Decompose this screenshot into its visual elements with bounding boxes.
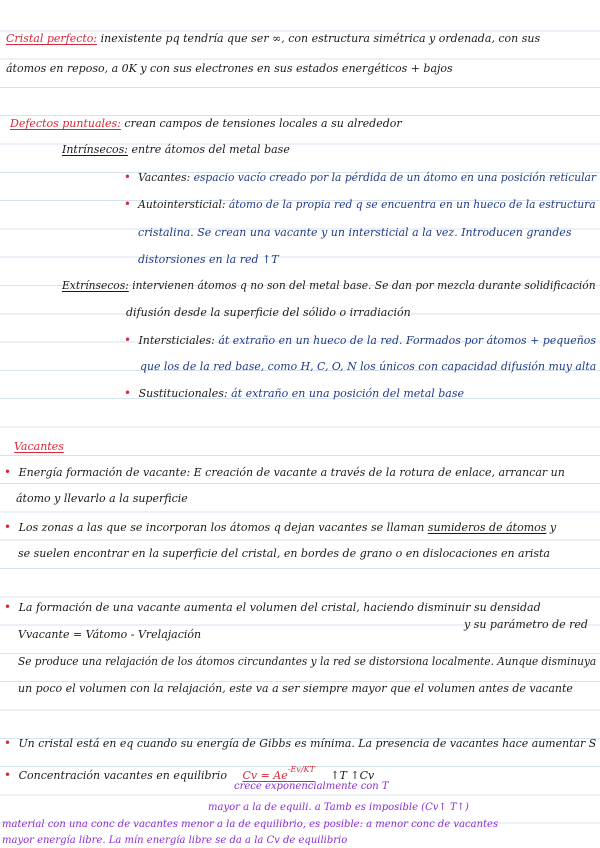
point-defects-line — [10, 117, 402, 131]
bullet-icon: • — [124, 386, 132, 400]
bullet-icon: • — [4, 736, 12, 750]
bullet-icon: • — [4, 600, 12, 614]
relaxation-text-2: un poco el volumen con la relajación, este va a ser siempre mayor que el volumen antes de vacante — [18, 682, 573, 695]
formation-item — [4, 600, 541, 615]
perfect-crystal-text-1: inexistente pq tendría que ser ∞, con estructura simétrica y ordenada, con sus — [100, 32, 541, 45]
interstitial-item — [124, 333, 596, 348]
interstitial-label: Intersticiales: — [138, 334, 215, 347]
vacancies-heading: Vacantes — [14, 440, 64, 453]
concentration-label: Concentración vacantes en equilibrio — [18, 769, 227, 782]
extrinsic-desc-2: difusión desde la superficie del sólido o irradiación — [126, 306, 411, 319]
sinks-text-post: y — [549, 521, 557, 534]
bullet-icon: • — [4, 768, 12, 782]
purple-note-2: material con una conc de vacantes menor a la de equilibrio, es posible: a menor conc de vacantes — [2, 819, 499, 830]
sinks-text-2: se suelen encontrar en la superficie del cristal, en bordes de grano o en dislocaciones en arista — [18, 547, 550, 560]
vacancy-label: Vacantes: — [138, 171, 191, 184]
point-defects-heading: Defectos puntuales: — [10, 117, 121, 130]
substitutional-text: át extraño en una posición del metal base — [231, 387, 465, 400]
bullet-icon: • — [124, 170, 131, 184]
autointerstitial-text-2: cristalina. Se crean una vacante y un intersticial a la vez. Introducen grandes — [138, 226, 572, 239]
equilibrium-item — [4, 736, 596, 751]
formation-formula: Vvacante = Vátomo - Vrelajación — [18, 628, 202, 641]
purple-note-1: mayor a la de equili. a Tamb es imposible (Cv↑ T↑) — [208, 802, 469, 813]
interstitial-text-2: que los de la red base, como H, C, O, N los únicos con capacidad difusión muy alta — [140, 360, 597, 373]
purple-note-3: mayor energía libre. La mín energía libre se da a la Cv de equilibrio — [2, 835, 348, 846]
formation-text-1: La formación de una vacante aumenta el volumen del cristal, haciendo disminuir su densidad — [18, 601, 541, 614]
equilibrium-text: Un cristal está en eq cuando su energía de Gibbs es mínima. La presencia de vacantes hace aumentar S — [18, 737, 597, 750]
intrinsic-heading: Intrínsecos: — [62, 143, 128, 156]
autointerstitial-label: Autointersticial: — [138, 198, 226, 211]
relaxation-text-1: Se produce una relajación de los átomos circundantes y la red se distorsiona localmente. Aunque disminuya — [18, 655, 597, 668]
extrinsic-line — [62, 279, 596, 293]
autointerstitial-text-3: distorsiones en la red ↑T — [138, 253, 279, 266]
perfect-crystal-text-2: átomos en reposo, a 0K y con sus electrones en sus estados energéticos + bajos — [6, 62, 453, 75]
bullet-icon: • — [124, 333, 132, 347]
energy-text-1: Energía formación de vacante: E creación de vacante a través de la rotura de enlace, arrancar un — [18, 466, 565, 479]
extrinsic-desc-1: intervienen átomos q no son del metal base. Se dan por mezcla durante solidificación — [132, 279, 596, 292]
intrinsic-desc: entre átomos del metal base — [131, 143, 290, 156]
sinks-term: sumideros de átomos — [427, 521, 547, 534]
interstitial-text-1: át extraño en un hueco de la red. Formados por átomos + pequeños — [218, 334, 597, 347]
intrinsic-line — [62, 143, 290, 157]
bullet-icon: • — [4, 520, 12, 534]
bullet-icon: • — [4, 465, 12, 479]
point-defects-intro: crean campos de tensiones locales a su alrededor — [124, 117, 402, 130]
vacancy-text: espacio vacío creado por la pérdida de un átomo en una posición reticular — [193, 171, 596, 184]
vacancy-item — [124, 170, 596, 185]
autointerstitial-text-1: átomo de la propia red q se encuentra en un hueco de la estructura — [228, 198, 596, 211]
autointerstitial-item — [124, 197, 596, 212]
formula-base: Cv = Ae — [242, 769, 288, 782]
concentration-arrows: ↑T ↑Cv — [330, 769, 375, 782]
bullet-icon: • — [124, 197, 131, 211]
formation-note: y su parámetro de red — [464, 618, 588, 631]
perfect-crystal-heading: Cristal perfecto: — [6, 32, 98, 45]
perfect-crystal-line-1 — [6, 32, 540, 46]
formula-exponent: -Ev/KT — [287, 765, 315, 774]
sinks-item — [4, 520, 556, 535]
substitutional-label: Sustitucionales: — [138, 387, 228, 400]
sinks-text-pre: Los zonas a las que se incorporan los átomos q dejan vacantes se llaman — [18, 521, 425, 534]
substitutional-item — [124, 386, 464, 401]
energy-text-2: átomo y llevarlo a la superficie — [16, 492, 188, 505]
concentration-note: crece exponencialmente con T — [234, 781, 389, 792]
energy-item — [4, 465, 565, 480]
extrinsic-heading: Extrínsecos: — [62, 279, 129, 292]
